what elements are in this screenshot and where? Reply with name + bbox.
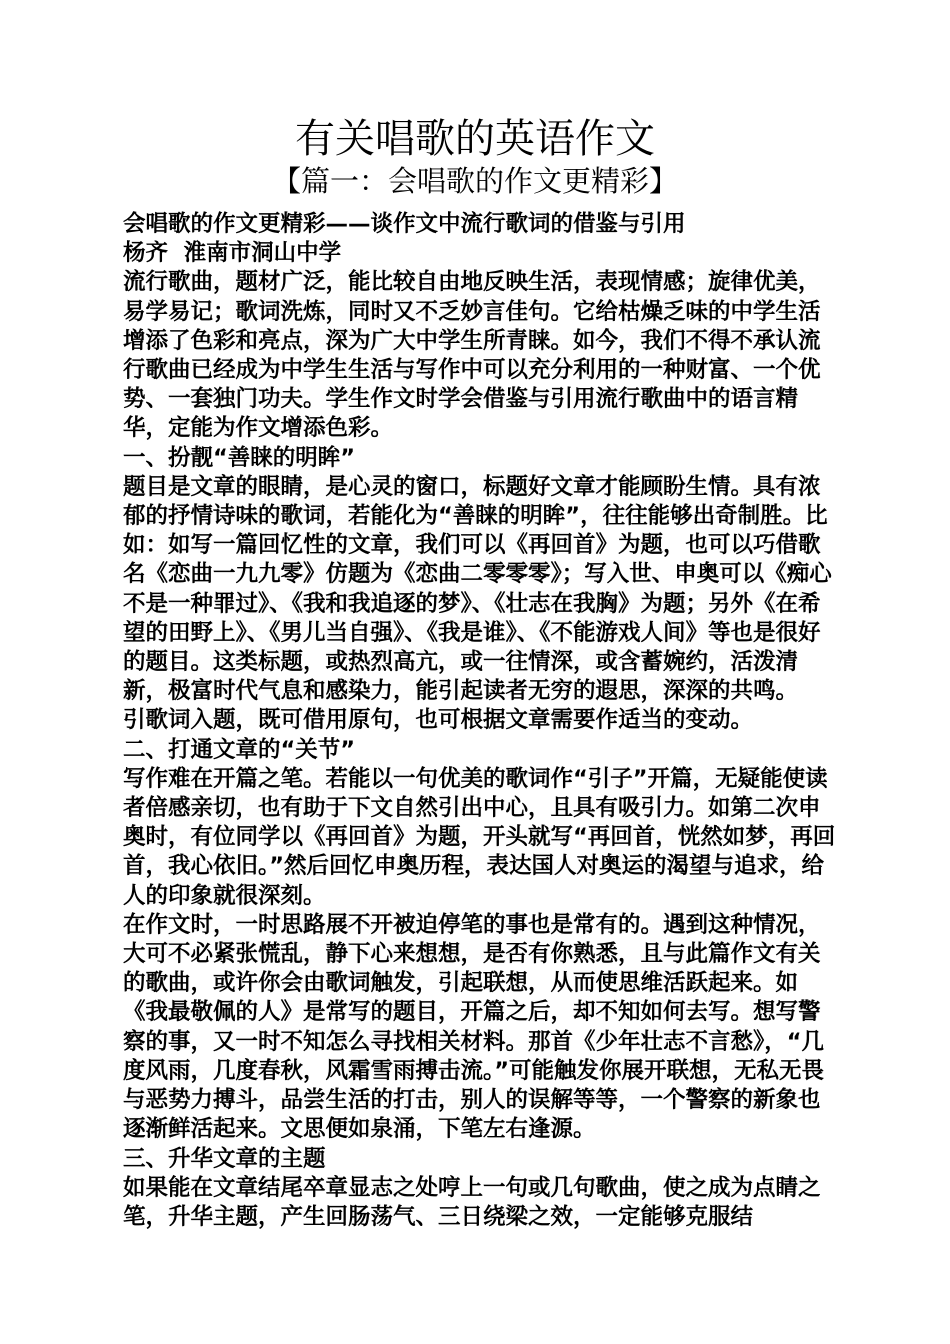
document-body xyxy=(117,210,837,1232)
document-subtitle: 【篇一：会唱歌的作文更精彩】 xyxy=(271,164,678,198)
article-heading: 会唱歌的作文更精彩——谈作文中流行歌词的借鉴与引用 xyxy=(123,211,686,237)
body-paragraph: 如果能在文章结尾卒章显志之处哼上一句或几句歌曲，使之成为点睛之笔，升华主题，产生回肠荡气、三日绕梁之效，一定能够克服结 xyxy=(123,1174,821,1230)
body-paragraph: 在作文时，一时思路展不开被迫停笔的事也是常有的。遇到这种情况，大可不必紧张慌乱，静下心来想想，是否有你熟悉，且与此篇作文有关的歌曲，或许你会由歌词触发，引起联想，从而使思维活跃起来。如《我最敬佩的人》是常写的题目，开篇之后，却不知如何去写。想写警察的事，又一时不知怎么寻找相关材料。那首《少年壮志不言愁》，“几度风雨，几度春秋，风霜雪雨搏击流。”可能触发你展开联想，无私无畏与恶势力搏斗，品尝生活的打击，别人的误解等等，一个警察的新象也逐渐鲜活起来。文思便如泉涌，下笔左右逢源。 xyxy=(123,911,825,1143)
author-line: 杨齐 淮南市洞山中学 xyxy=(123,240,342,267)
document-title: 有关唱歌的英语作文 xyxy=(295,116,655,162)
body-paragraph: 写作难在开篇之笔。若能以一句优美的歌词作“引子”开篇，无疑能使读者倍感亲切，也有助于下文自然引出中心，且具有吸引力。如第二次申奥时，有位同学以《再回首》为题，开头就写“再回首，恍然如梦，再回首，我心依旧。”然后回忆申奥历程，表达国人对奥运的渴望与追求，给人的印象就很深刻。 xyxy=(123,765,836,909)
body-paragraph: 流行歌曲，题材广泛，能比较自由地反映生活，表现情感；旋律优美，易学易记；歌词洗炼，同时又不乏妙言佳句。它给枯燥乏味的中学生活增添了色彩和亮点，深为广大中学生所青睐。如今，我们不得不承认流行歌曲已经成为中学生生活与写作中可以充分利用的一种财富、一个优势、一套独门功夫。学生作文时学会借鉴与引用流行歌曲中的语言精华，定能为作文增添色彩。 xyxy=(123,269,821,442)
body-paragraph: 引歌词入题，既可借用原句，也可根据文章需要作适当的变动。 xyxy=(123,707,754,734)
body-paragraph: 题目是文章的眼睛，是心灵的窗口，标题好文章才能顾盼生情。具有浓郁的抒情诗味的歌词，若能化为“善睐的明眸”，往往能够出奇制胜。比如：如写一篇回忆性的文章，我们可以《再回首》为题，也可以巧借歌名《恋曲一九九零》仿题为《恋曲二零零零》；写入世、申奥可以《痴心不是一种罪过》、《我和我追逐的梦》、《壮志在我胸》为题；另外《在希望的田野上》、《男儿当自强》、《我是谁》、《不能游戏人间》等也是很好的题目。这类标题，或热烈高亢，或一往情深，或含蓄婉约，活泼清新，极富时代气息和感染力，能引起读者无穷的遐思，深深的共鸣。 xyxy=(123,473,832,705)
section-heading: 二、打通文章的“关节” xyxy=(123,736,356,763)
section-heading: 一、扮靓“善睐的明眸” xyxy=(123,444,356,471)
section-heading: 三、升华文章的主题 xyxy=(123,1145,326,1172)
